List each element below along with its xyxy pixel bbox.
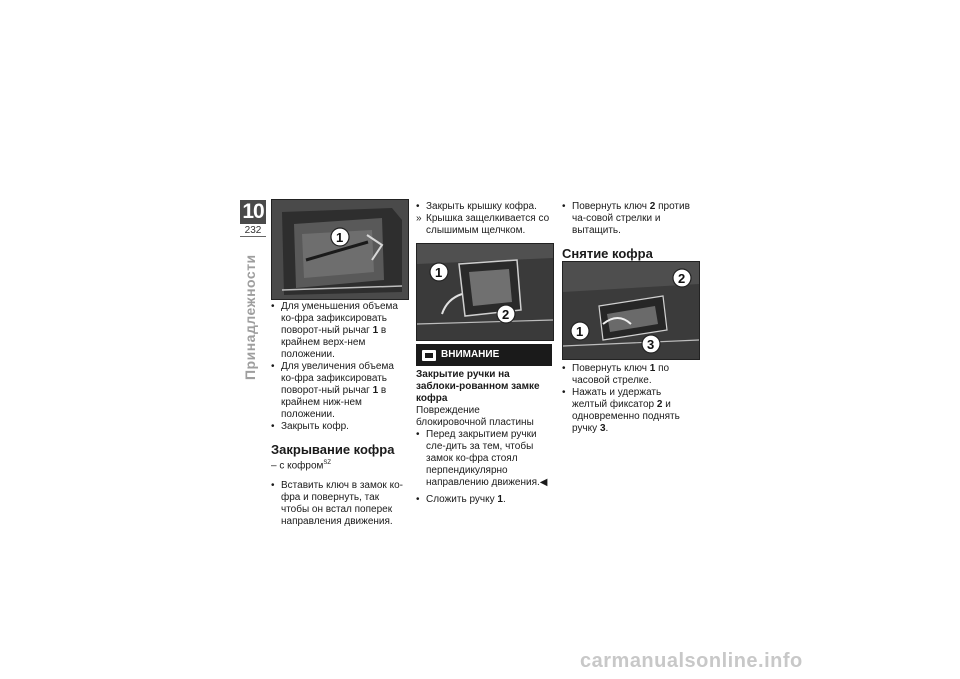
page-number: 232 [244,225,262,236]
chapter-title: Принадлежности [242,254,258,380]
callout-2: 2 [502,307,510,322]
warning-icon [422,350,436,361]
list-item: • Нажать и удержать желтый фиксатор 2 и одновременно поднять ручку 3. [562,387,680,434]
section-heading: Закрывание кофра [271,442,395,457]
column-1 [271,301,407,528]
warning-body: Повреждение блокировочной пластины [416,405,534,428]
watermark: carmanualsonline.info [580,650,803,672]
callout-1: 1 [435,265,443,280]
callout-3: 3 [647,337,655,352]
case-lid-image [416,243,554,341]
list-item: • Повернуть ключ 1 по часовой стрелке. [562,363,670,386]
warning-heading: Закрытие ручки на заблоки-рованном замке кофра [416,369,540,404]
result-item: » Крышка защелкивается со слышимым щелчком. [416,213,550,236]
list-item: • Для увеличения объема ко-фра зафиксировать поворот-ный рычаг 1 в крайнем ниж-нем положении. [271,361,394,420]
list-item: • Для уменьшения объема ко-фра зафиксировать поворот-ный рычаг 1 в крайнем верх-нем положении. [271,301,398,360]
list-item: • Повернуть ключ 2 против ча-совой стрелки и вытащить. [562,201,690,236]
section-sub: – с кофром$^{SZ}$ [271,460,332,472]
chapter-number: 10 [240,200,266,224]
list-item: • Перед закрытием ручки сле-дить за тем, чтобы замок ко-фра стоял перпендикулярно направлению движения.◀ [416,429,548,488]
list-item: • Закрыть кофр. [271,421,349,432]
column-2-top [416,201,552,237]
case-volume-image [271,199,409,300]
list-item: • Вставить ключ в замок ко-фра и повернуть, так чтобы он встал поперек направления движения. [271,480,403,528]
callout-1: 1 [336,230,344,245]
warning-block [416,344,552,506]
list-item: • Закрыть крышку кофра. [416,201,537,212]
list-item: • Сложить ручку 1. [416,494,506,505]
callout-1: 1 [576,324,584,339]
column-3-bottom [562,363,699,435]
section-heading: Снятие кофра [562,246,653,261]
warning-header: ВНИМАНИЕ [416,344,552,366]
case-removal-image [562,261,700,360]
callout-2: 2 [678,271,686,286]
